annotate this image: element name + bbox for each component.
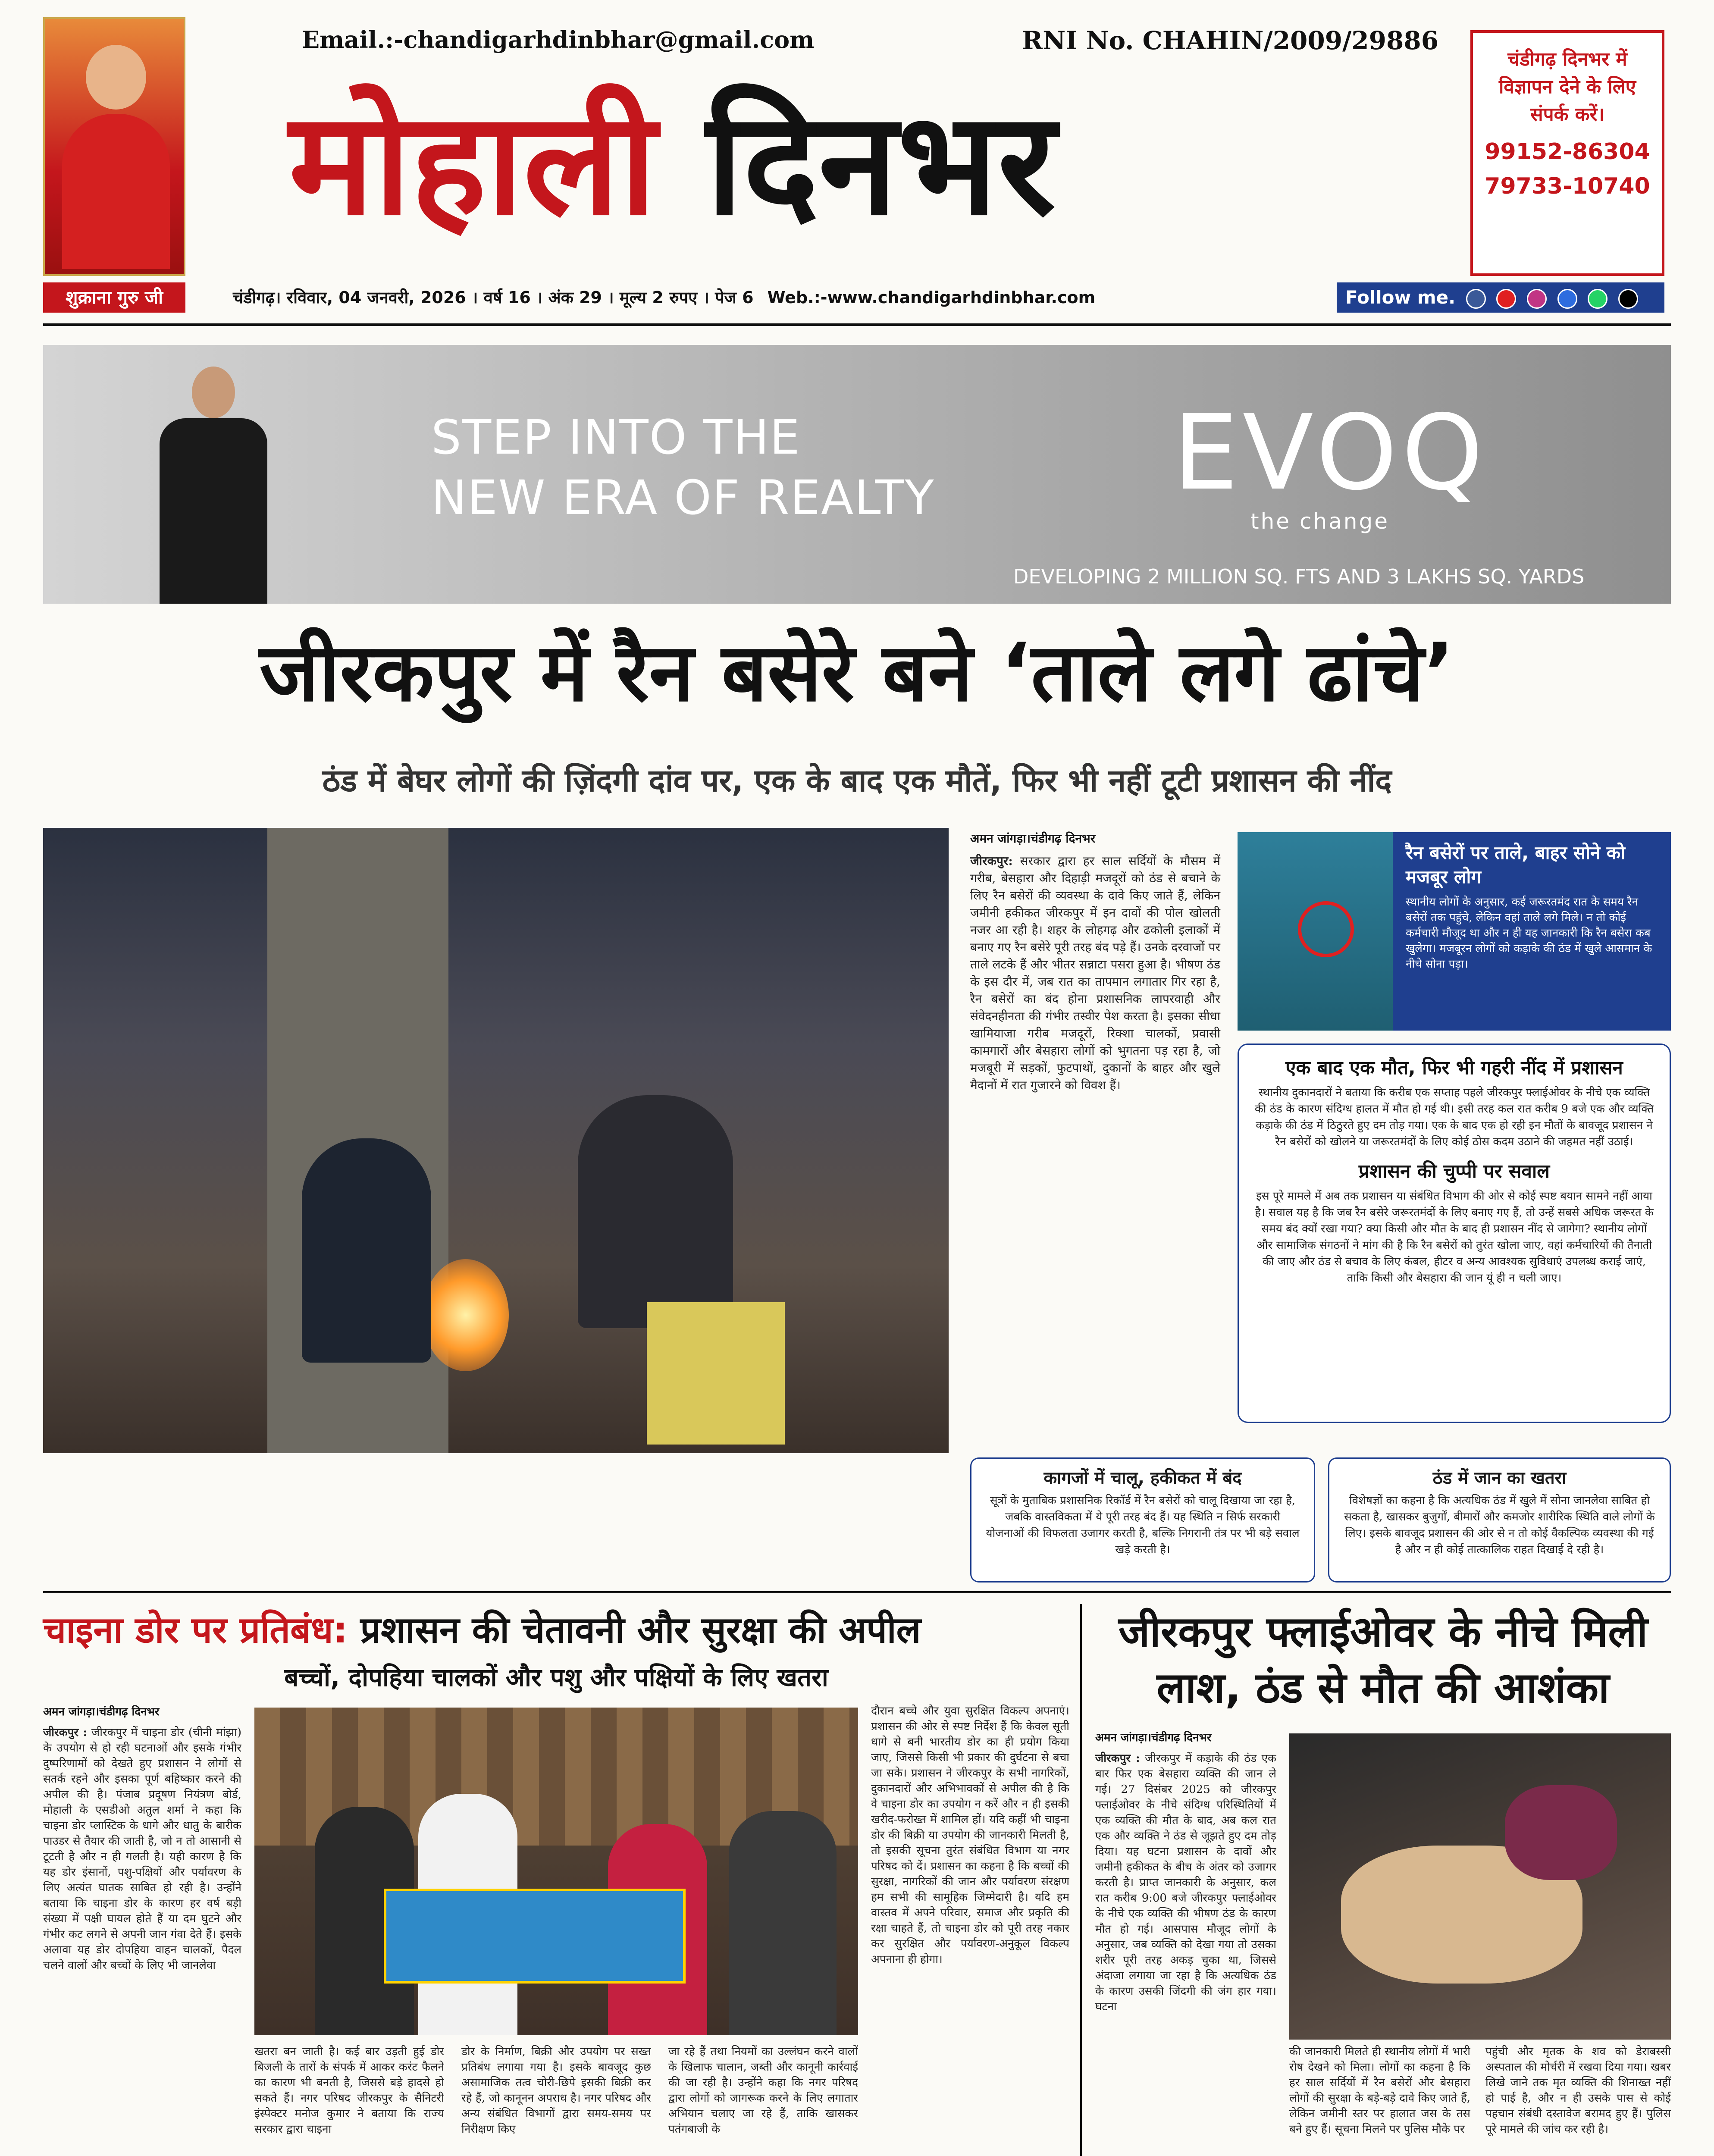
china-door-kicker: चाइना डोर पर प्रतिबंध: (43, 1609, 348, 1651)
follow-label: Follow me. (1345, 287, 1456, 308)
china-door-under-3-text: जा रहे हैं तथा नियमों का उल्लंघन करने वालों के खिलाफ चालान, जब्ती और कानूनी कार्रवाई की जा रही है। उन्होंने कहा कि नगर परिषद द्वारा लोगों को जागरूक करने के लिए लगातार अभियान चलाए जा रहे हैं, ताकि खासकर पतंगबाजी के (668, 2045, 858, 2136)
x-icon[interactable] (1618, 289, 1638, 309)
china-door-under-2-text: डोर के निर्माण, बिक्री और उपयोग पर सख्त प्रतिबंध लगाया गया है। इसके बावजूद कुछ असामाजिक तत्व चोरी-छिपे इसकी बिक्री कर रहे हैं, जो कानूनन अपराध है। नगर परिषद और अन्य संबंधित विभागों द्वारा समय-समय पर निरीक्षण किए (461, 2045, 651, 2136)
china-door-poster (384, 1889, 686, 1984)
advertise-text: चंडीगढ़ दिनभर में विज्ञापन देने के लिए संपर्क करें। (1499, 48, 1636, 125)
lead-subhead: ठंड में बेघर लोगों की ज़िंदगी दांव पर, एक के बाद एक मौतें, फिर भी नहीं टूटी प्रशासन की नींद (322, 762, 1392, 799)
lock-caption-title: रैन बसेरों पर ताले, बाहर सोने को मजबूर लोग (1406, 842, 1625, 887)
admin-silence-title: प्रशासन की चुप्पी पर सवाल (1358, 1160, 1550, 1182)
ad-headline-1: STEP INTO THE (431, 410, 801, 465)
ad-brand: EVOQ (1173, 392, 1488, 513)
lead-photo-sack (647, 1302, 785, 1445)
admin-silence-text: इस पूरे मामले में अब तक प्रशासन या संबंधित विभाग की ओर से कोई स्पष्ट बयान सामने नहीं आया है। सवाल यह है कि जब रैन बसेरे जरूरतमंदों के लिए बनाए गए हैं, तो उन्हें सबसे अधिक जरूरत के समय बंद क्यों रखा गया? क्या किसी और मौत के बाद ही प्रशासन नींद से जागेगा? स्थानीय लोगों और सामाजिक संगठनों ने मांग की है कि रैन बसेरों को तुरंत खोला जाए, वहां कर्मचारियों की तैनाती की जाए और ठंड से बचाव के लिए कंबल, हीटर व अन्य आवश्यक सुविधाएं उपलब्ध कराई जाएं, ताकि किसी और बेसहारा की जान यूं ही न चली जाए। (1255, 1190, 1654, 1285)
china-door-headline (43, 1604, 1069, 1656)
ad-brand-sub: the change (1250, 509, 1389, 534)
cold-danger-box (1328, 1457, 1671, 1583)
china-door-under-1-text: खतरा बन जाती है। कई बार उड़ती हुई डोर बिजली के तारों के संपर्क में आकर करंट फैलने का कारण भी बनती है, जिससे बड़े हादसे हो सकते हैं। नगर परिषद जीरकपुर के सैनिटरी इंस्पेक्टर मनोज कुमार ने बताया कि राज्य सरकार द्वारा चाइना (254, 2045, 444, 2136)
flyover-byline: अमन जांगड़ा।चंडीगढ़ दिनभर (1095, 1731, 1212, 1744)
lead-byline: अमन जांगड़ा।चंडीगढ़ दिनभर (970, 831, 1096, 846)
ad-model (142, 362, 285, 604)
lead-photo-fire (423, 1259, 509, 1371)
facebook-icon[interactable] (1466, 289, 1486, 309)
ad-model-head (192, 367, 235, 418)
title-dinbhar: दिनभर (706, 81, 1056, 247)
divider-vertical-mid (1080, 1604, 1082, 2156)
china-door-subhead: बच्चों, दोपहिया चालकों और पशु और पक्षियों के लिए खतरा (284, 1663, 828, 1692)
newspaper-title (289, 69, 1056, 259)
website[interactable]: Web.:-www.chandigarhdinbhar.com (767, 288, 1096, 307)
china-door-under-1 (254, 2044, 444, 2156)
guru-face (86, 45, 146, 110)
lead-photo-person-2 (578, 1095, 733, 1328)
email: Email.:-chandigarhdinbhar@gmail.com (302, 26, 815, 53)
china-door-photo (254, 1708, 858, 2035)
masthead (0, 0, 1714, 328)
banner-ad[interactable] (43, 345, 1671, 604)
china-door-dateline: जीरकपुर : (43, 1726, 88, 1739)
paper-vs-reality-text: सूत्रों के मुताबिक प्रशासनिक रिकॉर्ड में रैन बसेरों को चालू दिखाया जा रहा है, जबकि वास्तविकता में ये पूरी तरह बंद हैं। यह स्थिति न सिर्फ सरकारी योजनाओं की विफलता उजागर करती है, बल्कि निगरानी तंत्र पर भी बड़े सवाल खड़े करती है। (986, 1494, 1300, 1556)
ad-headline-2: NEW ERA OF REALTY (431, 470, 935, 525)
instagram-icon[interactable] (1527, 289, 1547, 309)
lead-article (970, 830, 1220, 1451)
china-door-under-2 (461, 2044, 651, 2156)
china-door-article-left (43, 1703, 241, 2031)
lock-caption-text: स्थानीय लोगों के अनुसार, कई जरूरतमंद रात के समय रैन बसेरों तक पहुंचे, लेकिन वहां ताले लगे मिले। न तो कोई कर्मचारी मौजूद था और न ही यह जानकारी कि रैन बसेरा कब खुलेगा। मजबूरन लोगों को कड़ाके की ठंड में खुले आसमान के नीचे सोना पड़ा। (1406, 896, 1652, 971)
whatsapp-icon[interactable] (1588, 289, 1607, 309)
advertise-box (1470, 30, 1664, 276)
dateline: चंडीगढ़। रविवार, 04 जनवरी, 2026 । वर्ष 16 । अंक 29 । मूल्य 2 रुपए । पेज 6 (233, 288, 754, 307)
paper-vs-reality-title: कागजों में चालू, हकीकत में बंद (1043, 1468, 1242, 1488)
lock-highlight-circle (1298, 901, 1354, 957)
admin-sleep-title: एक बाद एक मौत, फिर भी गहरी नींद में प्रशासन (1285, 1057, 1623, 1079)
flyover-photo (1289, 1733, 1671, 2040)
facebook-icon-2[interactable] (1557, 289, 1577, 309)
rni-number: RNI No. CHAHIN/2009/29886 (1022, 26, 1439, 55)
lead-body (970, 852, 1220, 1094)
guru-label: शुक्राना गुरु जी (43, 282, 185, 313)
lead-body-text: सरकार द्वारा हर साल सर्दियों के मौसम में गरीब, बेसहारा और दिहाड़ी मजदूरों को ठंड से बचाने के लिए रैन बसेरों की व्यवस्था के दावे किए जाते हैं, लेकिन जमीनी हकीकत जीरकपुर में इन दावों की पोल खोलती नजर आ रही है। शहर के लोहगढ़ और ढकोली इलाकों में बनाए गए रैन बसेरे पूरी तरह बंद पड़े हैं। उनके दरवाजों पर ताले लटके हैं और भीतर सन्नाटा पसरा हुआ है। भीषण ठंड के इस दौर में, जब रात का तापमान लगातार गिर रहा है, रैन बसेरों का बंद होना प्रशासनिक लापरवाही और संवेदनहीनता की गंभीर तस्वीर पेश करता है। इसका सीधा खामियाजा गरीब मजदूरों, रिक्शा चालकों, प्रवासी कामगारों और बेसहारा लोगों को भुगतना पड़ रहा है, जो मजबूरी में सड़कों, फुटपाथों, दुकानों के बाहर और खुले मैदानों में रात गुजारने को विवश हैं। (970, 854, 1220, 1092)
china-door-body-right: दौरान बच्चे और युवा सुरक्षित विकल्प अपनाएं। प्रशासन की ओर से स्पष्ट निर्देश हैं कि केवल सूती धागे से बनी भारतीय डोर का ही प्रयोग किया जाए, जिससे किसी भी प्रकार की दुर्घटना से बचा जा सके। प्रशासन ने जीरकपुर के सभी नागरिकों, दुकानदारों और अभिभावकों से अपील की है कि वे चाइना डोर का उपयोग न करें और न ही इसकी खरीद-फरोख्त में शामिल हों। यदि कहीं भी चाइना डोर की बिक्री या उपयोग की जानकारी मिलती है, तो इसकी सूचना तुरंत संबंधित विभाग या नगर परिषद को दें। प्रशासन का कहना है कि बच्चों की सुरक्षा, नागरिकों की जान और पर्यावरण संरक्षण हम सभी की सामूहिक जिम्मेदारी है। यदि हम वास्तव में अपने परिवार, समाज और प्रकृति की रक्षा चाहते हैं, तो चाइना डोर को पूरी तरह नकार कर सुरक्षित और पर्यावरण-अनुकूल विकल्प अपनाना ही होगा। (871, 1705, 1069, 1966)
masthead-divider (43, 323, 1671, 326)
ad-model-body (160, 418, 267, 604)
flyover-dateline: जीरकपुर : (1095, 1752, 1140, 1765)
flyover-under-1-text: की जानकारी मिलते ही स्थानीय लोगों में भारी रोष देखने को मिला। लोगों का कहना है कि हर साल सर्दियों में रैन बसेरों और बेसहारा लोगों की सुरक्षा के बड़े-बड़े दावे किए जाते हैं, लेकिन जमीनी स्तर पर हालात जस के तस बने हुए हैं। सूचना मिलने पर पुलिस मौके पर (1289, 2045, 1470, 2136)
dateline-bar (233, 282, 1397, 313)
flyover-cloth (1505, 1785, 1617, 1880)
ad-footer: DEVELOPING 2 MILLION SQ. FTS AND 3 LAKHS SQ. YARDS (1013, 565, 1585, 588)
flyover-under-2 (1485, 2044, 1671, 2156)
follow-bar (1337, 282, 1664, 313)
lead-headline: जीरकपुर में रैन बसेरे बने ‘ताले लगे ढांचे’ (259, 626, 1455, 719)
flyover-body-text: जीरकपुर में कड़ाके की ठंड एक बार फिर एक बेसहारा व्यक्ति की जान ले गई। 27 दिसंबर 2025 को जीरकपुर फ्लाईओवर के नीचे संदिग्ध परिस्थितियों में एक व्यक्ति की मौत के बाद, अब कल रात एक और व्यक्ति ने ठंड से जूझते हुए दम तोड़ दिया। यह घटना प्रशासन के दावों और जमीनी हकीकत के बीच के अंतर को उजागर करती है। प्राप्त जानकारी के अनुसार, कल रात करीब 9:00 बजे जीरकपुर फ्लाईओवर के नीचे एक व्यक्ति की भीषण ठंड के कारण मौत हो गई। आसपास मौजूद लोगों के अनुसार, जब व्यक्ति को देखा गया तो उसका शरीर पूरी तरह अकड़ चुका था, जिससे अंदाजा लगाया जा रहा है कि अत्यधिक ठंड के कारण उसकी जिंदगी की जंग हार गया। घटना (1095, 1752, 1276, 2013)
lead-photo (43, 828, 949, 1453)
china-door-byline: अमन जांगड़ा।चंडीगढ़ दिनभर (43, 1705, 160, 1718)
cold-danger-title: ठंड में जान का खतरा (1432, 1468, 1567, 1488)
advertise-phone-2[interactable]: 79733-10740 (1485, 173, 1650, 199)
china-door-under-3 (668, 2044, 858, 2156)
admin-sleep-text: स्थानीय दुकानदारों ने बताया कि करीब एक सप्ताह पहले जीरकपुर फ्लाईओवर के नीचे एक व्यक्ति की ठंड के कारण संदिग्ध हालत में मौत हो गई थी। इसी तरह कल रात करीब 9 बजे एक और व्यक्ति कड़ाके की ठंड में ठिठुरते हुए दम तोड़ गया। एक के बाद एक हो रही इन मौतों के बावजूद प्रशासन ने रैन बसेरों को खोलने या जरूरतमंदों के लिए कोई ठोस कदम उठाने की जहमत नहीं उठाई। (1254, 1086, 1654, 1148)
china-door-body-text: जीरकपुर में चाइना डोर (चीनी मांझा) के उपयोग से हो रही घटनाओं और इसके गंभीर दुष्परिणामों को देखते हुए प्रशासन ने लोगों से सतर्क रहने और इसका पूर्ण बहिष्कार करने की अपील की है। पंजाब प्रदूषण नियंत्रण बोर्ड, मोहाली के एसडीओ अतुल शर्मा ने कहा कि चाइना डोर प्लास्टिक के धागे और धातु के बारीक पाउडर से तैयार की जाती है, जो न तो आसानी से टूटती है और न ही गलती है। यही कारण है कि यह डोर इंसानों, पशु-पक्षियों और पर्यावरण के लिए अत्यंत घातक साबित हो रही है। उन्होंने बताया कि चाइना डोर के कारण हर वर्ष बड़ी संख्या में पक्षी घायल होते हैं या दम घुटने और गंभीर कट लगने से अपनी जान गंवा देते हैं। इसके अलावा यह डोर दोपहिया वाहन चालकों, पैदल चलने वालों और बच्चों के लिए भी जानलेवा (43, 1726, 241, 1972)
flyover-under-2-text: पहुंची और मृतक के शव को डेराबस्सी अस्पताल की मोर्चरी में रखवा दिया गया। खबर लिखे जाने तक मृत व्यक्ति की शिनाख्त नहीं हो पाई है, और न ही उसके पास से कोई पहचान संबंधी दस्तावेज बरामद हुए हैं। पुलिस पूरे मामले की जांच कर रही है। (1485, 2045, 1671, 2136)
lock-photo (1238, 832, 1393, 1031)
lead-dateline: जीरकपुर: (970, 854, 1013, 868)
flyover-article (1095, 1729, 1276, 2156)
paper-vs-reality-box (970, 1457, 1315, 1583)
lead-photo-person-1 (302, 1138, 431, 1363)
admin-sleep-box (1238, 1044, 1671, 1423)
china-door-person-4 (729, 1811, 837, 2035)
flyover-under-1 (1289, 2044, 1470, 2156)
flyover-headline: जीरकपुर फ्लाईओवर के नीचे मिली लाश, ठंड से मौत की आशंका (1118, 1608, 1648, 1713)
youtube-icon[interactable] (1496, 289, 1516, 309)
china-door-article-right (871, 1703, 1069, 2156)
cold-danger-text: विशेषज्ञों का कहना है कि अत्यधिक ठंड में खुले में सोना जानलेवा साबित हो सकता है, खासकर बुजुर्गों, बीमारों और कमजोर शारीरिक स्थिति वाले लोगों के लिए। इसके बावजूद प्रशासन की ओर से न तो कोई वैकल्पिक व्यवस्था की गई है और न ही कोई तात्कालिक राहत दिखाई दे रही है। (1344, 1494, 1655, 1556)
title-mohali: मोहाली (289, 81, 657, 247)
china-door-body (43, 1725, 241, 1973)
china-door-headline-text: प्रशासन की चेतावनी और सुरक्षा की अपील (360, 1609, 921, 1651)
advertise-phone-1[interactable]: 99152-86304 (1485, 139, 1650, 165)
guru-robe (62, 114, 170, 269)
guru-portrait (43, 17, 185, 276)
flyover-body (1095, 1751, 1276, 2015)
divider-lead-bottom (43, 1591, 1671, 1593)
lock-caption-box (1393, 832, 1671, 1031)
